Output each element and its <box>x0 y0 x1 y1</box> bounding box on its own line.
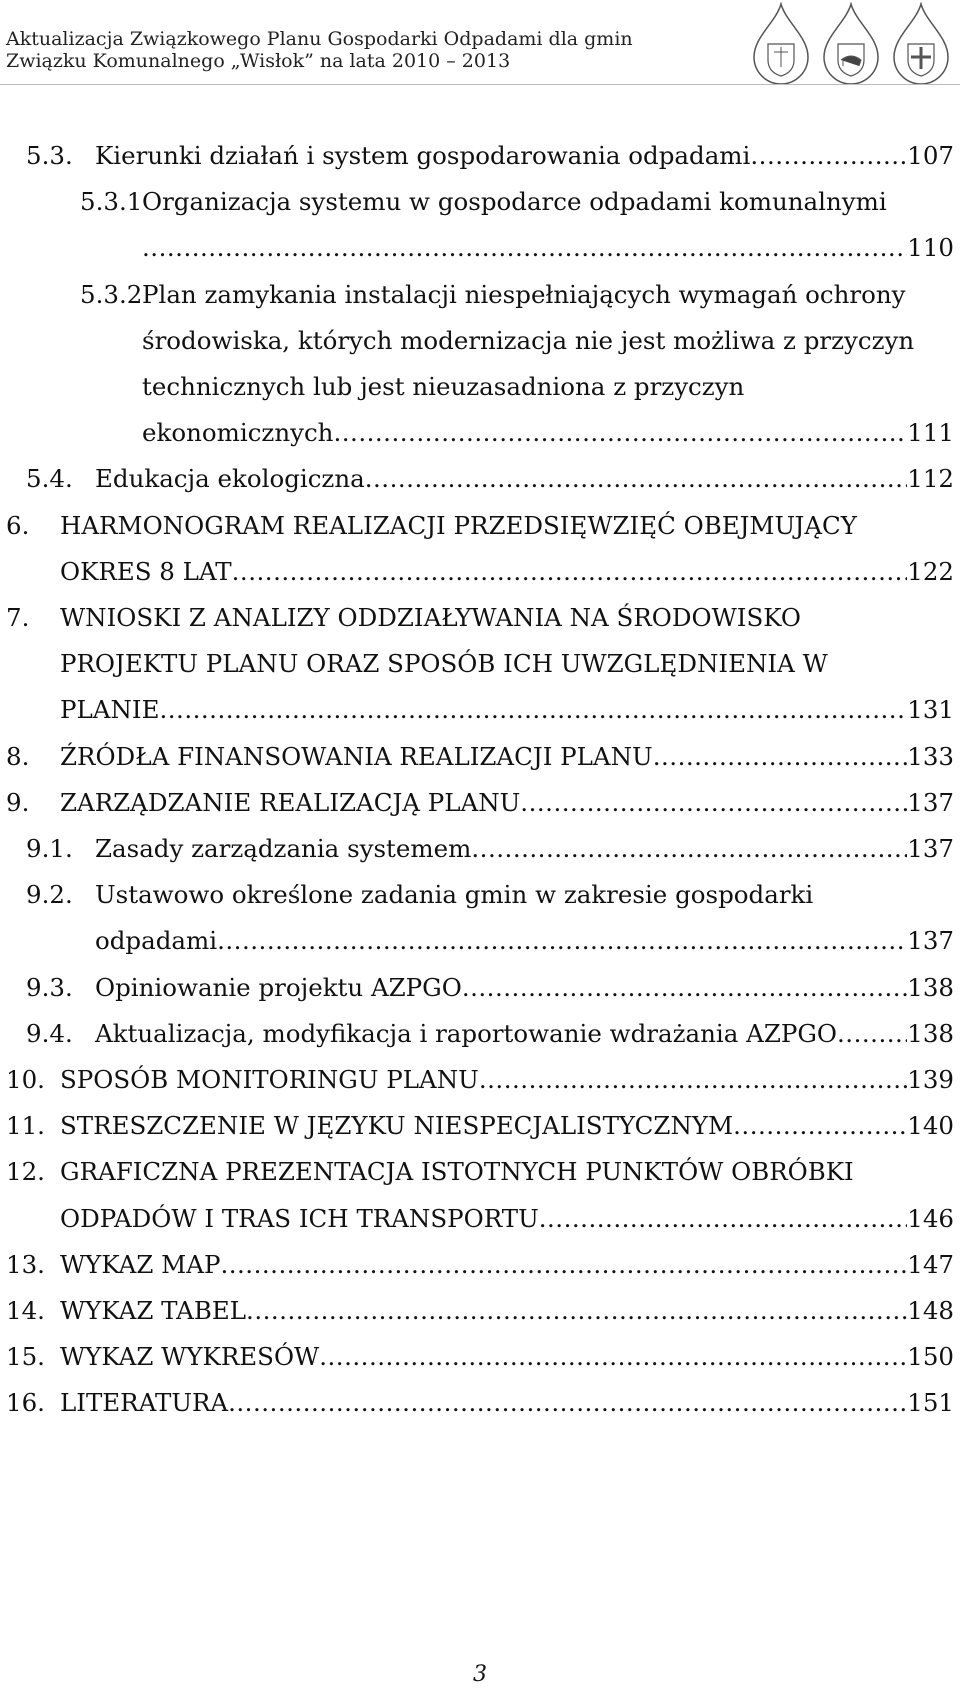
toc-entry-page[interactable]: 122 <box>907 556 954 586</box>
toc-entry-number: 5.3.1 <box>80 187 143 217</box>
toc-entry-number: 15. <box>6 1342 45 1372</box>
toc-entry-title[interactable]: Kierunki działań i system gospodarowania odpadami <box>95 141 751 170</box>
toc-entry-line <box>0 187 960 219</box>
toc-dot-leader <box>333 418 907 448</box>
toc-entry-page[interactable]: 151 <box>907 1388 954 1418</box>
toc-entry-title[interactable]: OKRES 8 LAT <box>60 556 232 586</box>
toc-entry-title[interactable]: GRAFICZNA PREZENTACJA ISTOTNYCH PUNKTÓW OBRÓBKI <box>60 1157 854 1187</box>
toc-dot-leader <box>319 1342 907 1372</box>
toc-entry-title[interactable]: LITERATURA <box>60 1388 229 1418</box>
toc-dot-leader <box>159 695 907 725</box>
toc-entry-title[interactable]: Zasady zarządzania systemem <box>95 834 472 863</box>
toc-entry-line <box>0 141 960 173</box>
toc-entry-title[interactable]: ŹRÓDŁA FINANSOWANIA REALIZACJI PLANU <box>60 741 653 771</box>
toc-entry-line <box>0 280 960 312</box>
toc-entry-title[interactable]: ZARZĄDZANIE REALIZACJĄ PLANU <box>60 787 521 817</box>
toc-entry-title[interactable]: technicznych lub jest nieuzasadniona z przyczyn <box>142 372 745 401</box>
toc-entry-title[interactable]: Aktualizacja, modyfikacja i raportowanie wdrażania AZPGO <box>95 1018 837 1048</box>
toc-entry-line <box>0 1388 960 1420</box>
toc-entry-number: 13. <box>6 1249 45 1279</box>
toc-dot-leader <box>232 557 908 587</box>
toc-entry-title[interactable]: PROJEKTU PLANU ORAZ SPOSÓB ICH UWZGLĘDNIENIA W <box>60 649 828 679</box>
toc-entry-line <box>0 1296 960 1328</box>
toc-entry-line <box>0 233 960 265</box>
toc-entry-number: 7. <box>6 603 30 632</box>
toc-entry-title[interactable]: ekonomicznych <box>142 418 334 448</box>
cross-emblem <box>894 4 948 84</box>
toc-dot-leader <box>471 834 907 864</box>
page-number: 3 <box>473 1662 487 1687</box>
toc-entry-number: 8. <box>6 741 30 771</box>
toc-entry-title[interactable]: WYKAZ TABEL <box>60 1296 247 1325</box>
toc-entry-page[interactable]: 112 <box>907 464 954 494</box>
toc-entry-page[interactable]: 137 <box>907 787 954 817</box>
toc-dot-leader <box>653 742 908 772</box>
toc-entry-page[interactable]: 131 <box>907 695 954 725</box>
toc-entry-page[interactable]: 146 <box>907 1203 954 1233</box>
toc-dot-leader <box>228 1388 907 1418</box>
toc-entry-line <box>0 1204 960 1236</box>
toc-entry-line <box>0 788 960 820</box>
header-title-line-1: Aktualizacja Związkowego Planu Gospodarki Odpadami dla gmin <box>6 28 633 50</box>
toc-entry-title[interactable]: WYKAZ MAP <box>60 1249 221 1279</box>
toc-entry-line <box>0 372 960 404</box>
toc-entry-line <box>0 742 960 774</box>
toc-entry-title[interactable]: Opiniowanie projektu AZPGO <box>95 972 462 1002</box>
toc-entry-line <box>0 511 960 543</box>
page-header <box>0 0 960 86</box>
toc-entry-number: 12. <box>6 1157 45 1187</box>
toc-entry-number: 9.3. <box>26 972 73 1002</box>
toc-entry-page[interactable]: 110 <box>907 233 954 263</box>
toc-entry-number: 9. <box>6 787 30 817</box>
toc-entry-page[interactable]: 147 <box>907 1249 954 1279</box>
toc-entry-page[interactable]: 137 <box>907 926 954 956</box>
toc-entry-number: 9.1. <box>26 834 73 863</box>
toc-entry-page[interactable]: 138 <box>907 972 954 1002</box>
toc-dot-leader <box>217 926 907 956</box>
toc-entry-title[interactable]: środowiska, których modernizacja nie jest możliwa z przyczyn <box>142 325 915 355</box>
toc-entry-line <box>0 649 960 681</box>
toc-entry-title[interactable]: Ustawowo określone zadania gmin w zakresie gospodarki <box>95 880 814 910</box>
toc-entry-title[interactable]: ODPADÓW I TRAS ICH TRANSPORTU <box>60 1203 539 1233</box>
toc-entry-page[interactable]: 148 <box>907 1296 954 1325</box>
toc-entry-line <box>0 1342 960 1374</box>
toc-entry-line <box>0 926 960 958</box>
toc-entry-number: 10. <box>6 1065 45 1094</box>
toc-entry-number: 5.3. <box>26 141 73 170</box>
toc-entry-page[interactable]: 140 <box>907 1111 954 1141</box>
toc-entry-line <box>0 973 960 1005</box>
header-divider <box>0 84 960 85</box>
toc-dot-leader <box>365 464 908 494</box>
toc-dot-leader <box>246 1296 907 1326</box>
toc-dot-leader <box>220 1250 907 1280</box>
emblems <box>746 2 956 86</box>
toc-entry-line <box>0 464 960 496</box>
toc-entry-page[interactable]: 150 <box>907 1342 954 1372</box>
toc-entry-page[interactable]: 137 <box>907 834 954 863</box>
toc-entry-line <box>0 1250 960 1282</box>
toc-entry-number: 16. <box>6 1388 45 1418</box>
toc-entry-number: 5.3.2 <box>80 279 143 309</box>
toc-dot-leader <box>479 1065 907 1095</box>
toc-entry-line <box>0 418 960 450</box>
toc-entry-line <box>0 557 960 589</box>
toc-dot-leader <box>539 1204 908 1234</box>
toc-entry-line <box>0 1111 960 1143</box>
toc-entry-page[interactable]: 133 <box>907 741 954 771</box>
toc-entry-number: 11. <box>6 1111 45 1141</box>
bear-emblem <box>824 4 878 84</box>
toc-entry-line <box>0 834 960 866</box>
toc-entry-line <box>0 1157 960 1189</box>
toc-entry-line <box>0 326 960 358</box>
toc-entry-title[interactable]: Plan zamykania instalacji niespełniających wymagań ochrony <box>142 279 906 309</box>
toc-entry-title[interactable]: STRESZCZENIE W JĘZYKU NIESPECJALISTYCZNYM <box>60 1111 734 1141</box>
coat-of-arms-emblem <box>754 4 808 84</box>
toc-dot-leader <box>837 1019 907 1049</box>
header-title-line-2: Związku Komunalnego „Wisłok” na lata 2010 – 2013 <box>6 50 511 72</box>
toc-entry-number: 9.2. <box>26 880 73 910</box>
toc-entry-title[interactable]: HARMONOGRAM REALIZACJI PRZEDSIĘWZIĘĆ OBEJMUJĄCY <box>60 510 857 540</box>
toc-entry-title[interactable]: SPOSÓB MONITORINGU PLANU <box>60 1065 479 1094</box>
toc-entry-line <box>0 880 960 912</box>
toc-entry-number: 6. <box>6 510 30 540</box>
toc-entry-page[interactable]: 111 <box>907 418 954 448</box>
toc-entry-title[interactable]: Edukacja ekologiczna <box>95 464 365 494</box>
toc-entry-page[interactable]: 138 <box>907 1018 954 1048</box>
toc-entry-line <box>0 695 960 727</box>
toc-dot-leader <box>733 1111 907 1141</box>
toc-dot-leader <box>520 788 907 818</box>
toc-entry-title[interactable]: odpadami <box>95 926 218 956</box>
toc-entry-number: 9.4. <box>26 1018 73 1048</box>
toc-entry-line <box>0 1065 960 1097</box>
toc-entry-number: 14. <box>6 1296 45 1325</box>
toc-entry-number: 5.4. <box>26 464 73 494</box>
toc-entry-page[interactable]: 107 <box>907 141 954 170</box>
toc-dot-leader <box>462 973 907 1003</box>
toc-entry-title[interactable]: Organizacja systemu w gospodarce odpadami komunalnymi <box>142 187 887 217</box>
toc-entry-page[interactable]: 139 <box>907 1065 954 1094</box>
toc-entry-line <box>0 1019 960 1051</box>
toc-dot-leader <box>750 141 907 171</box>
toc-entry-title[interactable]: WYKAZ WYKRESÓW <box>60 1342 320 1372</box>
toc-entry-line <box>0 603 960 635</box>
toc-entry-title[interactable]: PLANIE <box>60 695 160 725</box>
toc-entry-title[interactable]: WNIOSKI Z ANALIZY ODDZIAŁYWANIA NA ŚRODOWISKO <box>60 603 801 632</box>
toc-dot-leader <box>142 233 907 263</box>
